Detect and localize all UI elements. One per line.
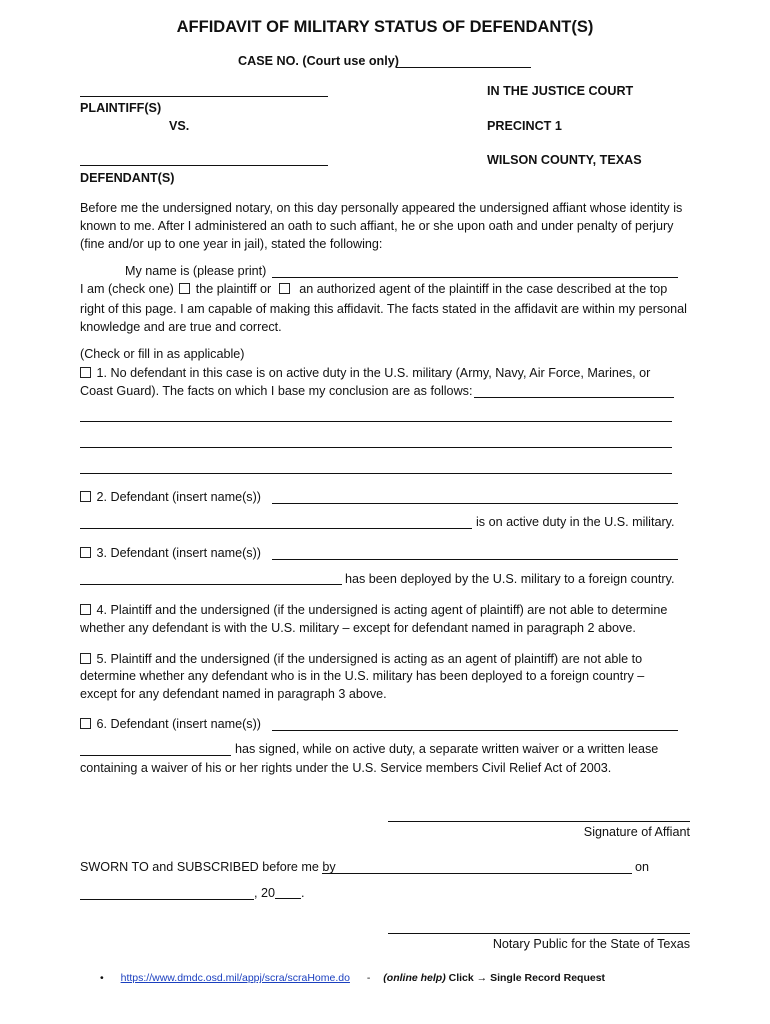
applicable-label: (Check or fill in as applicable) bbox=[80, 347, 245, 361]
name-label: My name is (please print) bbox=[125, 264, 267, 278]
year-prefix: , 20 bbox=[254, 886, 276, 900]
check-one-rest: right of this page. I am capable of making this affidavit. The facts stated in the affidavit are within my personal knowledge and are true and correct. bbox=[80, 302, 687, 334]
item-4-text-a: 4. Plaintiff and the undersigned (if the undersigned is acting agent of plaintiff) are not able to determine bbox=[96, 603, 668, 617]
document-title: AFFIDAVIT OF MILITARY STATUS OF DEFENDANT(S) bbox=[176, 18, 594, 36]
item-1-facts-field-4[interactable] bbox=[80, 473, 672, 474]
year-suffix: . bbox=[301, 886, 305, 900]
arrow-right-icon: → bbox=[476, 972, 488, 984]
item-1-facts-field-2[interactable] bbox=[80, 421, 672, 422]
year-line bbox=[254, 886, 305, 900]
item-2-checkbox[interactable] bbox=[80, 491, 91, 502]
bullet-icon: • bbox=[100, 972, 104, 984]
defendant-field[interactable] bbox=[80, 165, 328, 166]
plaintiff-field[interactable] bbox=[80, 96, 328, 97]
single-record-request-text: Single Record Request bbox=[490, 972, 606, 984]
item-4-line-b: whether any defendant is with the U.S. military – except for defendant named in paragraph 2 above. bbox=[80, 621, 636, 635]
agent-checkbox[interactable] bbox=[279, 283, 290, 294]
item-2-name-field[interactable] bbox=[272, 503, 678, 504]
case-no-label: CASE NO. (Court use only) bbox=[238, 54, 399, 68]
defendant-label: DEFENDANT(S) bbox=[80, 171, 175, 185]
court-line-1: IN THE JUSTICE COURT bbox=[487, 84, 634, 98]
item-4-checkbox[interactable] bbox=[80, 604, 91, 615]
item-3-checkbox[interactable] bbox=[80, 547, 91, 558]
item-6-name-field[interactable] bbox=[272, 730, 678, 731]
item-4-line-a bbox=[80, 603, 667, 617]
item-3-tail: has been deployed by the U.S. military to a foreign country. bbox=[345, 572, 675, 586]
item-5-line-c: except for any defendant named in paragraph 3 above. bbox=[80, 687, 387, 701]
item-1-facts-field-1[interactable] bbox=[474, 397, 674, 398]
sworn-label: SWORN TO and SUBSCRIBED before me by bbox=[80, 860, 336, 874]
item-6-tail: has signed, while on active duty, a separate written waiver or a written lease bbox=[235, 742, 659, 756]
item-6-name-field-2[interactable] bbox=[80, 755, 231, 756]
item-1-text-a: 1. No defendant in this case is on active duty in the U.S. military (Army, Navy, Air Force, Marines, or bbox=[96, 366, 651, 380]
item-6-line-b: containing a waiver of his or her rights under the U.S. Service members Civil Relief Act of 2003. bbox=[80, 761, 612, 775]
item-2-line-a bbox=[80, 490, 261, 504]
on-label: on bbox=[635, 860, 650, 874]
click-text: Click bbox=[448, 972, 474, 984]
court-line-3: WILSON COUNTY, TEXAS bbox=[487, 153, 642, 167]
vs-label: VS. bbox=[169, 119, 190, 133]
item-1-line-a bbox=[80, 366, 650, 380]
check-one-line bbox=[80, 282, 667, 296]
court-line-2: PRECINCT 1 bbox=[487, 119, 562, 133]
notary-signature-field[interactable] bbox=[388, 933, 690, 934]
sworn-date-field[interactable] bbox=[80, 899, 254, 900]
item-6-label: 6. Defendant (insert name(s)) bbox=[96, 717, 261, 731]
check-one-prefix: I am (check one) bbox=[80, 282, 174, 296]
item-6-line-a bbox=[80, 717, 261, 731]
item-5-text-a: 5. Plaintiff and the undersigned (if the undersigned is acting as an agent of plaintiff) are not able to bbox=[96, 652, 643, 666]
intro-paragraph: Before me the undersigned notary, on this day personally appeared the undersigned affiant whose identity is known to me. After I administered an oath to such affiant, he or she upon oath and under penalty of perjury (fine and/or up to one year in jail), stated the following: bbox=[80, 201, 683, 251]
check-one-agent: an authorized agent of the plaintiff in the case described at the top bbox=[299, 282, 668, 296]
item-2-tail: is on active duty in the U.S. military. bbox=[476, 515, 675, 529]
online-help-text: (online help) bbox=[383, 972, 446, 984]
item-1-facts-field-3[interactable] bbox=[80, 447, 672, 448]
footer-dash: - bbox=[366, 972, 371, 984]
item-2-name-field-2[interactable] bbox=[80, 528, 472, 529]
scra-link[interactable]: https://www.dmdc.osd.mil/appj/scra/scraHome.do bbox=[120, 972, 350, 984]
check-one-plaintiff: the plaintiff or bbox=[195, 282, 272, 296]
case-no-field[interactable] bbox=[396, 67, 531, 68]
item-5-line-a bbox=[80, 652, 642, 666]
item-3-name-field-2[interactable] bbox=[80, 584, 342, 585]
signature-label: Signature of Affiant bbox=[583, 825, 690, 839]
sworn-name-field[interactable] bbox=[322, 873, 632, 874]
item-3-label: 3. Defendant (insert name(s)) bbox=[96, 546, 261, 560]
name-field[interactable] bbox=[272, 277, 678, 278]
affiant-signature-field[interactable] bbox=[388, 821, 690, 822]
item-5-checkbox[interactable] bbox=[80, 653, 91, 664]
item-3-line-a bbox=[80, 546, 261, 560]
notary-label: Notary Public for the State of Texas bbox=[492, 937, 690, 951]
item-2-label: 2. Defendant (insert name(s)) bbox=[96, 490, 261, 504]
item-6-checkbox[interactable] bbox=[80, 718, 91, 729]
item-1-checkbox[interactable] bbox=[80, 367, 91, 378]
item-1-line-b: Coast Guard). The facts on which I base my conclusion are as follows: bbox=[80, 384, 473, 398]
year-field[interactable] bbox=[275, 886, 301, 899]
item-5-line-b: determine whether any defendant who is in the U.S. military has been deployed to a foreign country – bbox=[80, 669, 645, 683]
item-3-name-field[interactable] bbox=[272, 559, 678, 560]
plaintiff-checkbox[interactable] bbox=[179, 283, 190, 294]
plaintiff-label: PLAINTIFF(S) bbox=[80, 101, 162, 115]
footer-line bbox=[100, 972, 605, 984]
